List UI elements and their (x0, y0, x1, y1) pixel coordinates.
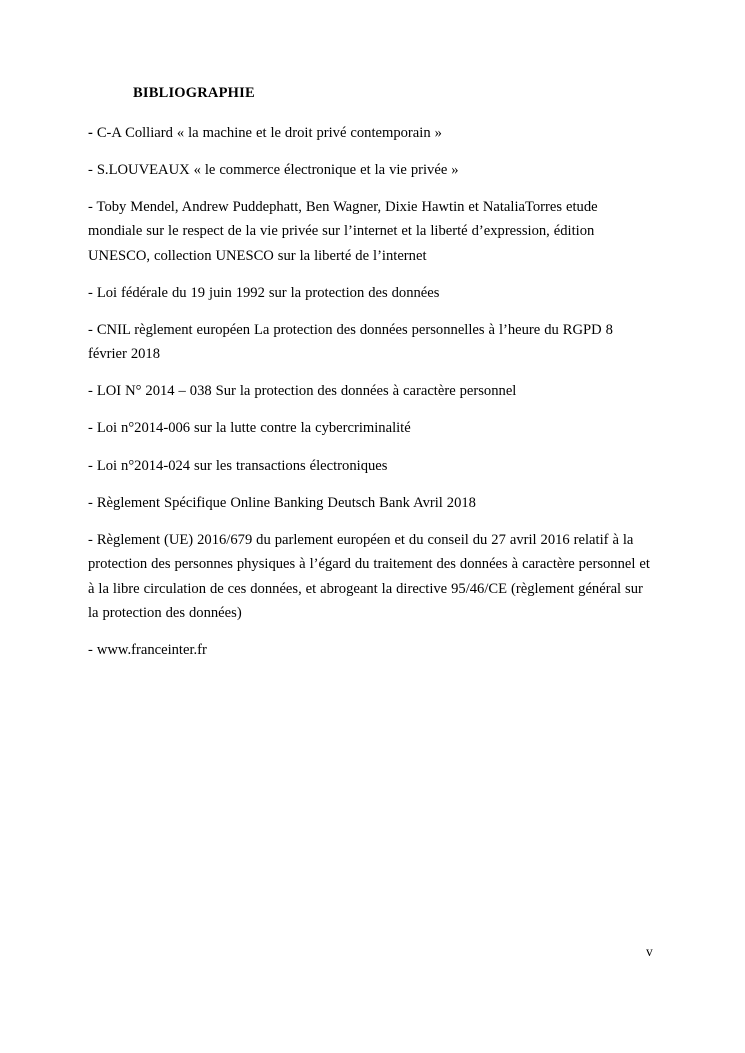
entry-text: S.LOUVEAUX « le commerce électronique et la vie privée » (96, 161, 459, 178)
entry-text: Règlement (UE) 2016/679 du parlement européen et du conseil du 27 avril 2016 relatif à la protection des personnes physiques à l’égard du traitement des données à caractère personnel et à la libre circulation de ces données, et abrogeant la directive 95/46/CE (règlement général sur la protection des données) (88, 531, 650, 622)
entry-bullet: - (88, 198, 97, 215)
entry-bullet: - (88, 494, 97, 511)
bibliography-entry (88, 281, 654, 306)
entry-bullet: - (88, 420, 97, 437)
bibliography-entry (88, 416, 654, 441)
entry-text: Toby Mendel, Andrew Puddephatt, Ben Wagner, Dixie Hawtin et NataliaTorres etude mondiale sur le respect de la vie privée sur l’internet et la liberté d’expression, édition UNESCO, collection UNESCO sur la liberté de l’internet (88, 198, 598, 264)
entry-bullet: - (88, 161, 97, 178)
bibliography-entry (88, 195, 654, 269)
bibliography-entry (88, 121, 654, 146)
entry-text: www.franceinter.fr (96, 642, 207, 659)
entry-bullet: - (88, 124, 97, 141)
entry-text: Règlement Spécifique Online Banking Deutsch Bank Avril 2018 (96, 494, 476, 511)
bibliography-entry (88, 158, 654, 183)
page-number: v (646, 944, 653, 959)
entry-text: LOI N° 2014 – 038 Sur la protection des données à caractère personnel (96, 383, 517, 400)
bibliography-entry (88, 379, 654, 404)
entry-text: Loi n°2014-006 sur la lutte contre la cybercriminalité (96, 420, 411, 437)
bibliography-entry (88, 638, 654, 663)
document-body (88, 84, 654, 675)
bibliography-entry (88, 454, 654, 479)
entry-bullet: - (88, 457, 97, 474)
bibliography-entry (88, 318, 654, 367)
entry-text: Loi n°2014-024 sur les transactions électroniques (96, 457, 388, 474)
entry-bullet: - (88, 284, 97, 301)
entry-bullet: - (88, 531, 97, 548)
page-title: BIBLIOGRAPHIE (133, 85, 255, 101)
bibliography-entry (88, 528, 654, 626)
bibliography-entry (88, 491, 654, 516)
entry-bullet: - (88, 383, 97, 400)
bibliography-list (88, 121, 654, 663)
entry-text: C-A Colliard « la machine et le droit privé contemporain » (96, 124, 442, 141)
entry-text: Loi fédérale du 19 juin 1992 sur la protection des données (96, 284, 440, 301)
entry-bullet: - (88, 642, 97, 659)
entry-text: CNIL règlement européen La protection des données personnelles à l’heure du RGPD 8 février 2018 (88, 321, 613, 363)
entry-bullet: - (88, 321, 97, 338)
